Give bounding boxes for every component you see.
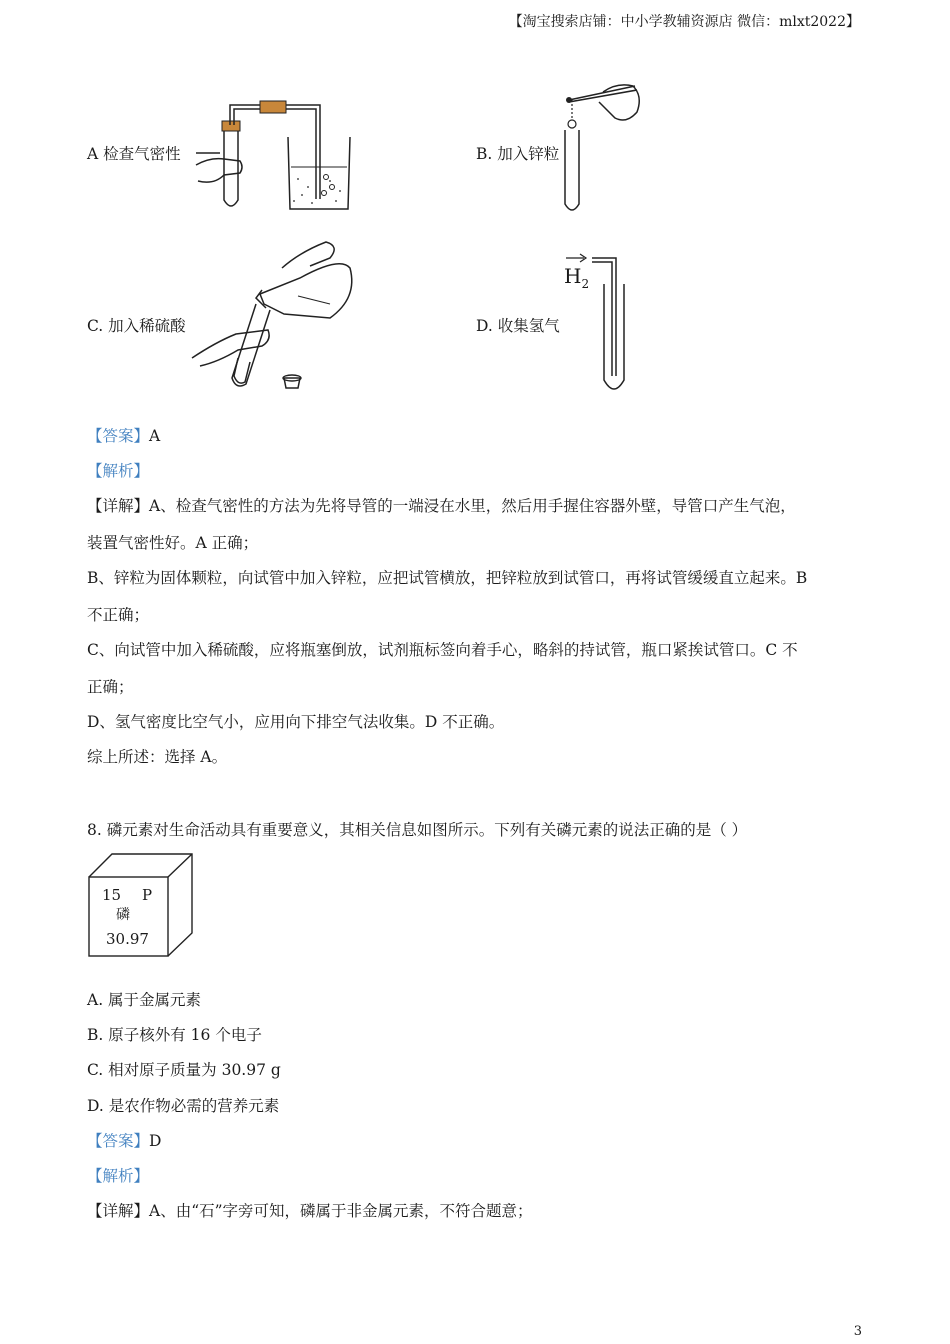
detail-tag: 【详解】 <box>87 1202 150 1220</box>
q7-option-c: C. 加入稀硫酸 <box>87 317 186 335</box>
q7-option-a: A 检查气密性 <box>87 145 181 163</box>
q8-detail-1-text: A、由“石”字旁可知，磷属于非金属元素，不符合题意； <box>149 1202 533 1220</box>
q7-detail-3a: C、向试管中加入稀硫酸，应将瓶塞倒放，试剂瓶标签向着手心，略斜的持试管，瓶口紧挨试管口。C 不 <box>87 641 798 659</box>
element-number: 15 <box>102 886 122 904</box>
q7-option-d: D. 收集氢气 <box>476 317 560 335</box>
q8-option-d: D. 是农作物必需的营养元素 <box>87 1097 280 1115</box>
analysis-tag: 【解析】 <box>87 1167 150 1185</box>
detail-tag: 【详解】 <box>87 497 150 515</box>
q7-answer-line <box>87 426 160 446</box>
q8-answer-line <box>87 1131 161 1151</box>
q7-detail-1b: 装置气密性好。A 正确； <box>87 534 259 552</box>
q8-stem: 8. 磷元素对生命活动具有重要意义，其相关信息如图所示。下列有关磷元素的说法正确的是（ ） <box>87 821 748 839</box>
q7-answer: A <box>149 427 161 445</box>
q7-detail-1a-text: A、检查气密性的方法为先将导管的一端浸在水里，然后用手握住容器外壁，导管口产生气泡， <box>149 497 796 515</box>
page-number: 3 <box>853 1324 862 1339</box>
q8-detail-1 <box>87 1201 533 1221</box>
h2-symbol: H <box>564 264 582 288</box>
figure-airtightness-check <box>190 95 360 215</box>
q7-detail-2a: B、锌粒为固体颗粒，向试管中加入锌粒，应把试管横放，把锌粒放到试管口，再将试管缓缓直立起来。B <box>87 569 808 587</box>
figure-adding-zinc <box>555 78 655 216</box>
q7-detail-1a <box>87 496 796 516</box>
q7-summary: 综上所述：选择 A。 <box>87 748 228 766</box>
analysis-tag: 【解析】 <box>87 462 150 480</box>
answer-tag: 【答案】 <box>87 1132 150 1150</box>
q8-option-a: A. 属于金属元素 <box>87 991 202 1009</box>
h2-subscript: 2 <box>581 277 590 291</box>
element-symbol: P <box>142 886 153 904</box>
q8-option-b: B. 原子核外有 16 个电子 <box>87 1026 262 1044</box>
answer-tag: 【答案】 <box>87 427 150 445</box>
q7-option-b: B. 加入锌粒 <box>476 145 560 163</box>
q7-detail-2b: 不正确； <box>87 606 150 624</box>
figure-adding-acid <box>190 238 360 396</box>
q7-detail-3b: 正确； <box>87 678 134 696</box>
q7-detail-4: D、氢气密度比空气小，应用向下排空气法收集。D 不正确。 <box>87 713 505 731</box>
element-name: 磷 <box>116 907 130 923</box>
q8-answer: D <box>149 1132 162 1150</box>
h2-formula <box>564 264 589 296</box>
q8-option-c: C. 相对原子质量为 30.97 g <box>87 1061 281 1079</box>
header-watermark: 【淘宝搜索店铺：中小学教辅资源店 微信：mlxt2022】 <box>508 14 860 30</box>
element-mass: 30.97 <box>106 930 149 948</box>
